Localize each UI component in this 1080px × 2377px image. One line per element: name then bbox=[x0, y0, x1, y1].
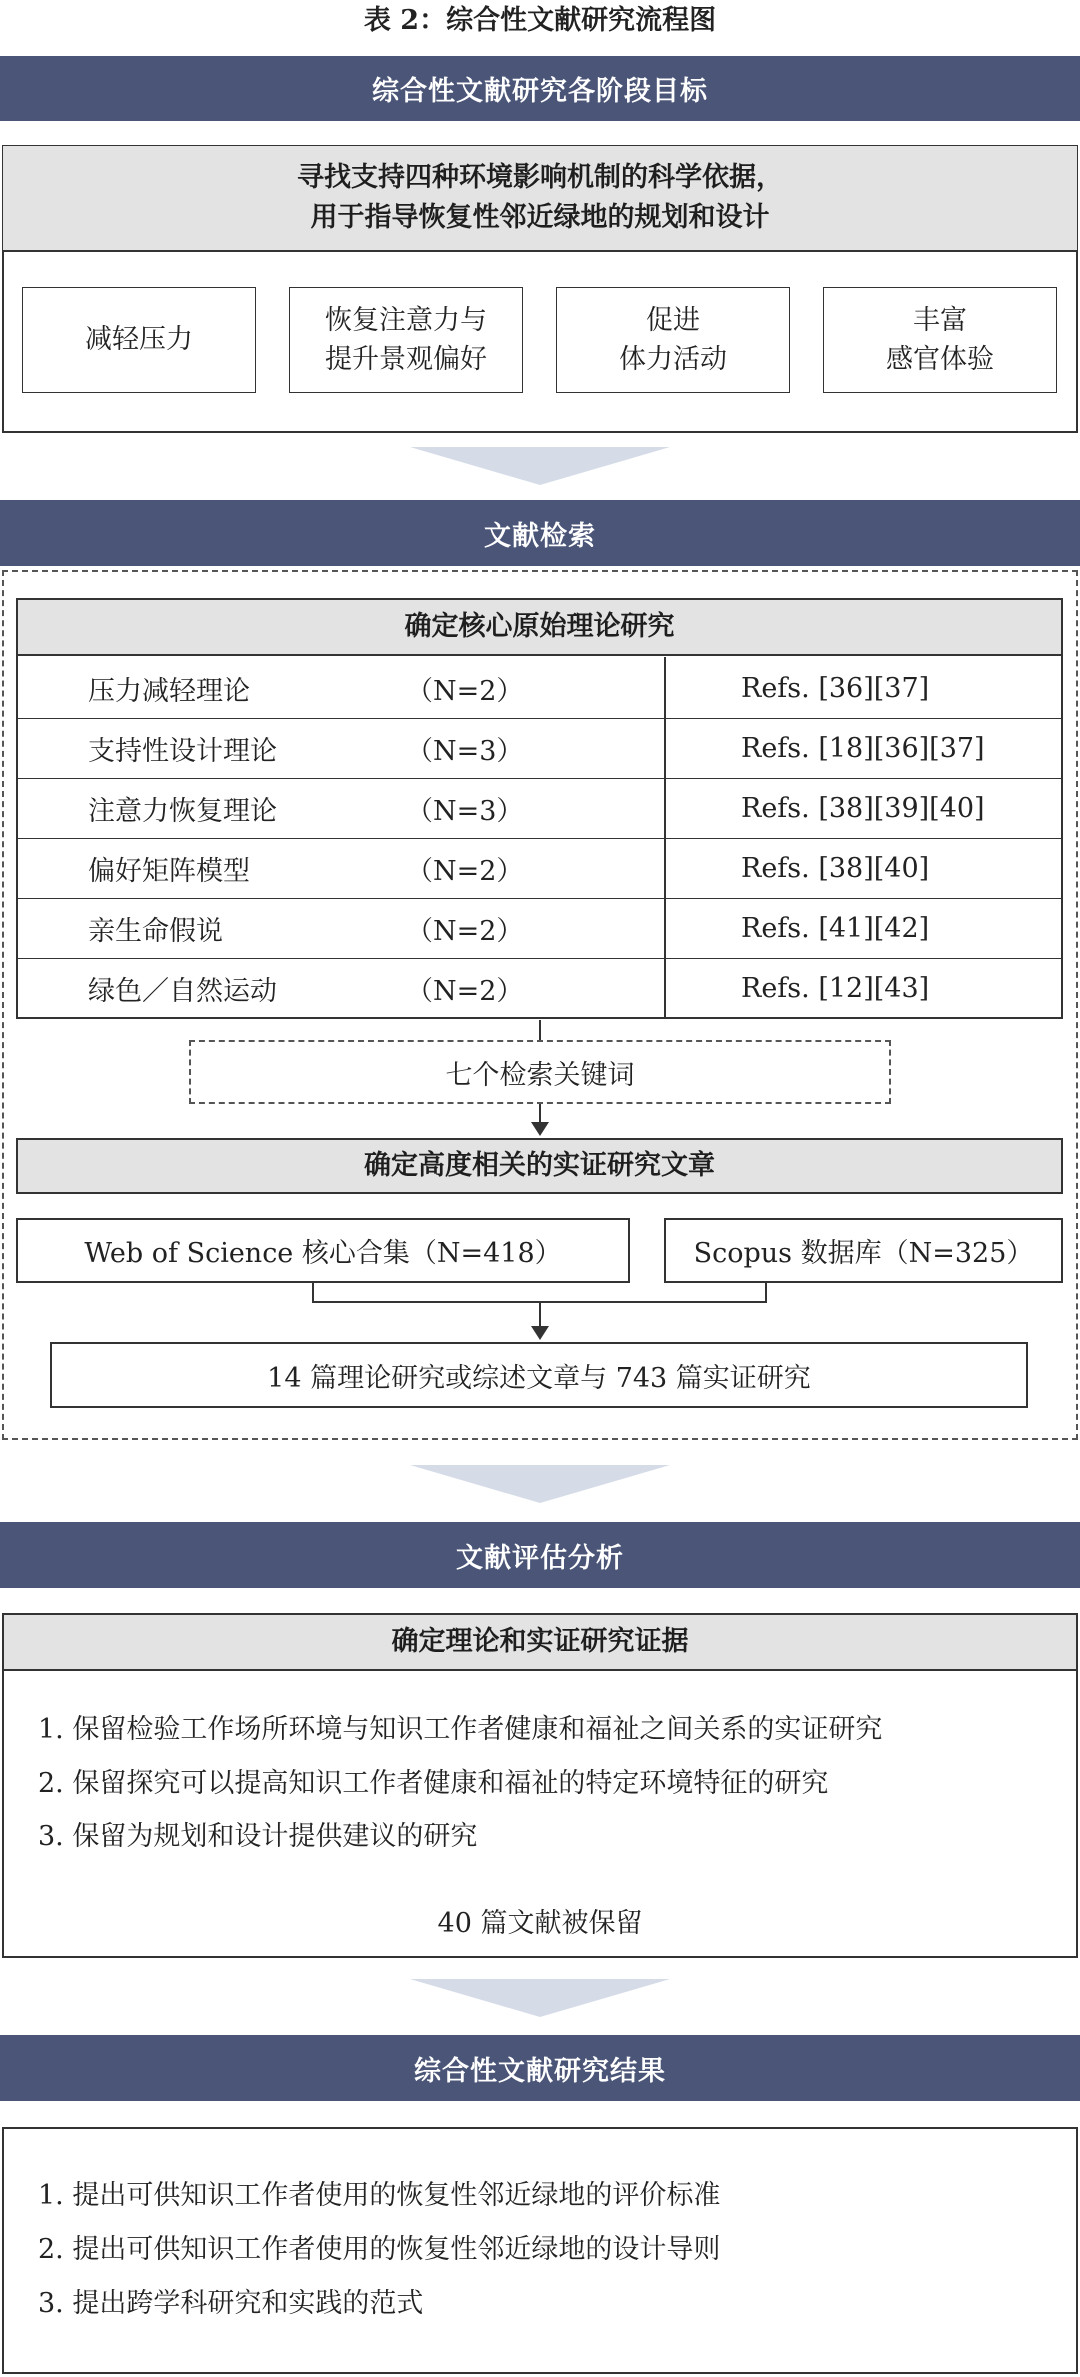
database-scopus: Scopus 数据库（N=325） bbox=[664, 1218, 1063, 1283]
criteria-item: 1. 保留检验工作场所环境与知识工作者健康和福祉之间关系的实证研究 bbox=[38, 1714, 883, 1745]
stage2-header: 文献检索 bbox=[0, 500, 1080, 566]
theory-count: （N=2） bbox=[406, 855, 524, 887]
chevron-down-icon bbox=[410, 1465, 670, 1503]
goal-box-1: 减轻压力 bbox=[22, 287, 256, 393]
stage4-header: 综合性文献研究结果 bbox=[0, 2035, 1080, 2101]
theory-name: 亲生命假说 bbox=[88, 915, 223, 947]
empirical-title: 确定高度相关的实证研究文章 bbox=[16, 1138, 1063, 1194]
theory-count: （N=2） bbox=[406, 975, 524, 1007]
chevron-down-icon bbox=[410, 1979, 670, 2017]
theory-refs: Refs. [38][39][40] bbox=[741, 792, 985, 824]
stage1-header: 综合性文献研究各阶段目标 bbox=[0, 56, 1080, 121]
figure-title: 表 2：综合性文献研究流程图 bbox=[363, 4, 717, 36]
theory-title: 确定核心原始理论研究 bbox=[18, 600, 1061, 656]
theory-count: （N=2） bbox=[406, 915, 524, 947]
theory-refs: Refs. [41][42] bbox=[741, 912, 930, 944]
database-wos: Web of Science 核心合集（N=418） bbox=[16, 1218, 630, 1283]
theory-count: （N=3） bbox=[406, 795, 524, 827]
theory-refs: Refs. [36][37] bbox=[741, 672, 930, 704]
retained-count: 40 篇文献被保留 bbox=[437, 1907, 643, 1939]
theory-name: 偏好矩阵模型 bbox=[88, 855, 250, 887]
theory-count: （N=3） bbox=[406, 735, 524, 767]
theory-name: 压力减轻理论 bbox=[88, 675, 250, 707]
purpose-line-1: 寻找支持四种环境影响机制的科学依据， bbox=[297, 161, 783, 193]
outcome-item: 2. 提出可供知识工作者使用的恢复性邻近绿地的设计导则 bbox=[38, 2234, 721, 2265]
stage3-header: 文献评估分析 bbox=[0, 1522, 1080, 1588]
theory-refs: Refs. [38][40] bbox=[741, 852, 930, 884]
purpose-line-2: 用于指导恢复性邻近绿地的规划和设计 bbox=[310, 202, 770, 233]
theory-name: 绿色／自然运动 bbox=[88, 975, 277, 1007]
theory-count: （N=2） bbox=[406, 675, 524, 707]
keywords-box: 七个检索关键词 bbox=[189, 1040, 891, 1104]
search-result-box: 14 篇理论研究或综述文章与 743 篇实证研究 bbox=[50, 1342, 1028, 1408]
criteria-item: 3. 保留为规划和设计提供建议的研究 bbox=[38, 1821, 478, 1852]
outcome-item: 1. 提出可供知识工作者使用的恢复性邻近绿地的评价标准 bbox=[38, 2180, 721, 2211]
goal-box-4: 丰富 感官体验 bbox=[823, 287, 1057, 393]
theory-name: 注意力恢复理论 bbox=[88, 795, 277, 827]
theory-name: 支持性设计理论 bbox=[88, 735, 277, 767]
outcome-item: 3. 提出跨学科研究和实践的范式 bbox=[38, 2288, 424, 2319]
evaluation-subtitle: 确定理论和实证研究证据 bbox=[4, 1615, 1076, 1671]
criteria-item: 2. 保留探究可以提高知识工作者健康和福祉的特定环境特征的研究 bbox=[38, 1768, 829, 1799]
goal-box-3: 促进 体力活动 bbox=[556, 287, 790, 393]
theory-refs: Refs. [12][43] bbox=[741, 972, 930, 1004]
theory-refs: Refs. [18][36][37] bbox=[741, 732, 985, 764]
goal-box-2: 恢复注意力与 提升景观偏好 bbox=[289, 287, 523, 393]
